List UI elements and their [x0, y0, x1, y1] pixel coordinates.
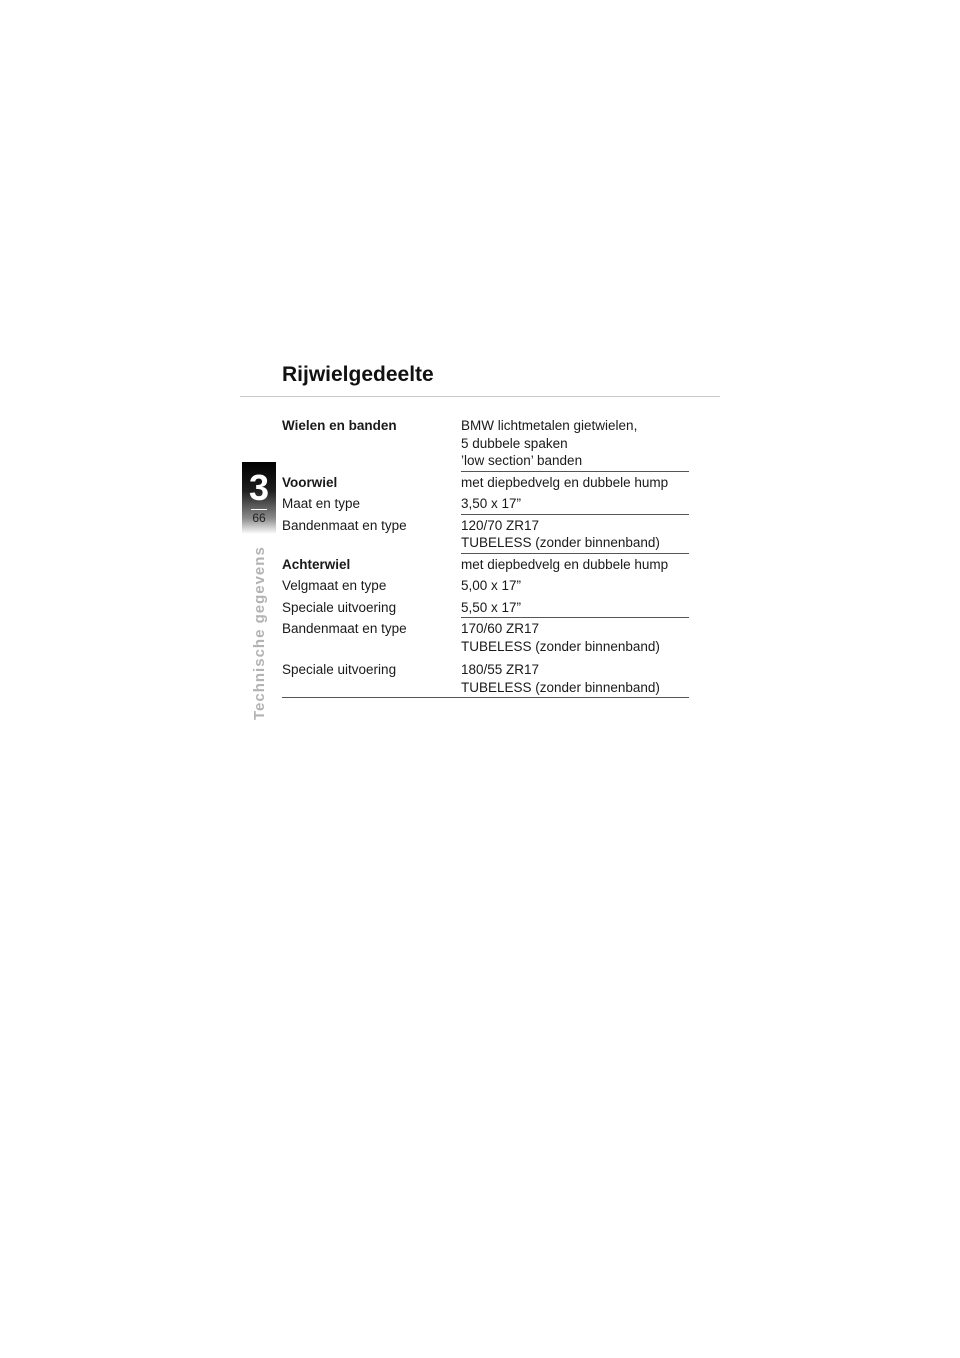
spec-row [282, 415, 689, 472]
spec-row [282, 575, 689, 597]
spec-row [282, 515, 689, 554]
spec-row [282, 659, 689, 698]
spec-value: 180/55 ZR17 TUBELESS (zonder binnenband) [461, 662, 660, 695]
spec-value: BMW lichtmetalen gietwielen, 5 dubbele spaken ’low section’ banden [461, 418, 638, 468]
spec-value: 5,00 x 17” [461, 578, 522, 593]
spec-row [282, 554, 689, 576]
spec-label: Wielen en banden [282, 418, 397, 433]
chapter-tab [242, 462, 276, 534]
spec-value: 3,50 x 17” [461, 496, 522, 511]
spec-value: met diepbedvelg en dubbele hump [461, 474, 669, 490]
side-chapter-label: Technische gegevens [251, 546, 268, 720]
spec-label: Velgmaat en type [282, 578, 387, 593]
title-divider [240, 396, 720, 397]
spec-row [282, 618, 689, 657]
spec-value: 120/70 ZR17 TUBELESS (zonder binnenband) [461, 517, 660, 550]
page-number: 66 [252, 511, 266, 525]
spec-label: Achterwiel [282, 556, 351, 572]
spec-table [282, 415, 689, 698]
spec-label: Speciale uitvoering [282, 599, 397, 615]
spec-row [282, 472, 689, 494]
spec-label: Speciale uitvoering [282, 662, 397, 677]
spec-value: 170/60 ZR17 TUBELESS (zonder binnenband) [461, 621, 660, 654]
spec-label: Maat en type [282, 496, 361, 511]
section-title: Rijwielgedeelte [282, 363, 434, 386]
spec-value: met diepbedvelg en dubbele hump [461, 556, 669, 572]
spec-row [282, 493, 689, 515]
chapter-number: 3 [248, 467, 270, 508]
chapter-divider [251, 509, 267, 510]
spec-label: Bandenmaat en type [282, 621, 407, 636]
spec-label: Bandenmaat en type [282, 517, 407, 533]
spec-row [282, 597, 689, 619]
spec-value: 5,50 x 17” [461, 599, 522, 615]
spec-label: Voorwiel [282, 474, 338, 490]
